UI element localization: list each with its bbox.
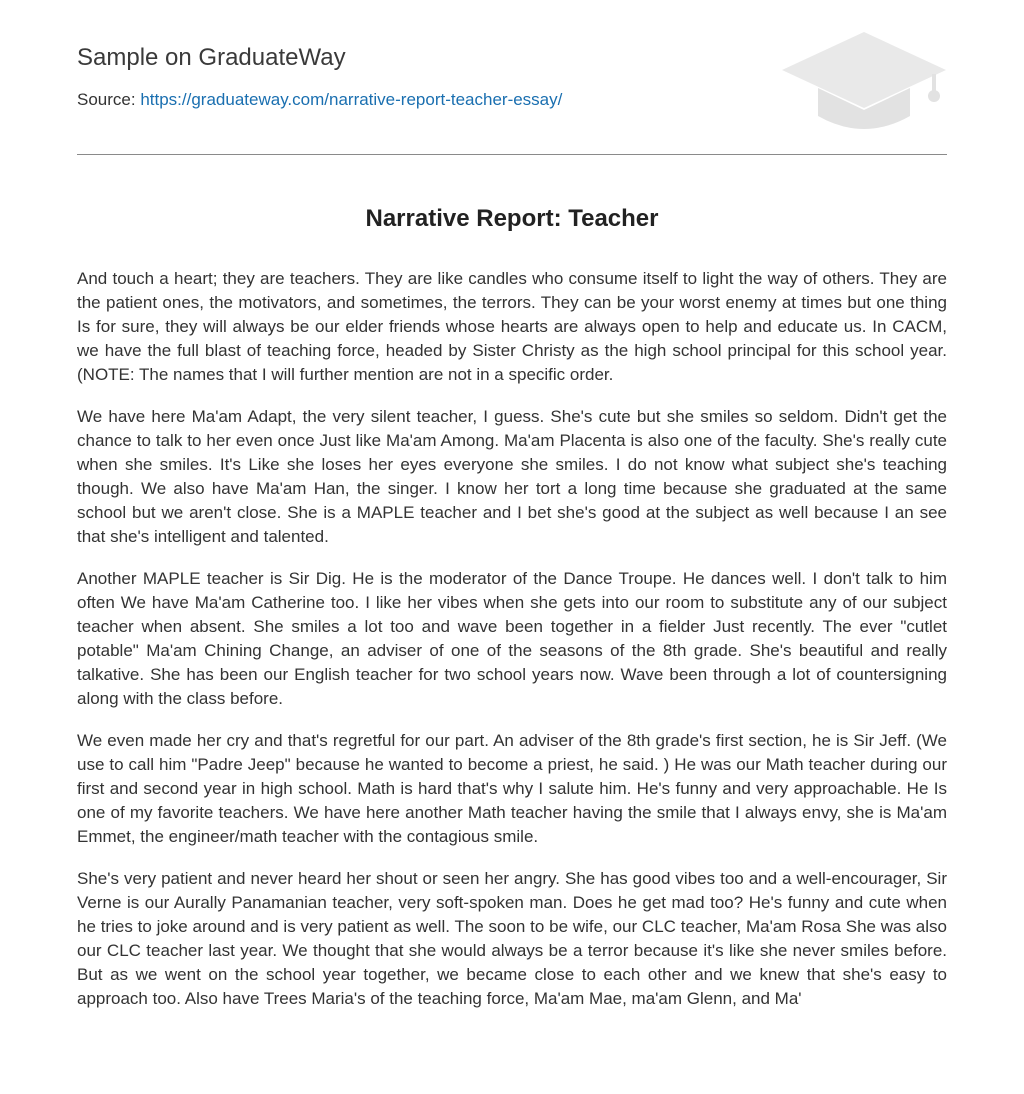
header-divider [77,154,947,155]
source-line [77,90,562,110]
site-title: Sample on GraduateWay [77,44,346,71]
document-body [77,267,947,1029]
source-link[interactable]: https://graduateway.com/narrative-report-teacher-essay/ [140,90,563,109]
document-title: Narrative Report: Teacher [365,205,659,232]
source-label: Source: [77,90,136,109]
paragraph: We have here Ma'am Adapt, the very silent teacher, I guess. She's cute but she smiles so seldom. Didn't get the chance to talk to her even once Just like Ma'am Among. Ma'am Placenta is also one of the faculty. She's really cute when she smiles. It's Like she loses her eyes everyone she smiles. I do not know what subject she's teaching though. We also have Ma'am Han, the singer. I know her tort a long time because she graduated at the same school but we aren't close. She is a MAPLE teacher and I bet she's good at the subject as well because I an see that she's intelligent and talented. [77,407,947,546]
paragraph: She's very patient and never heard her shout or seen her angry. She has good vibes too and a well-encourager, Sir Verne is our Aurally Panamanian teacher, very soft-spoken man. Does he get mad too? He's funny and cute when he tries to joke around and is very patient as well. The soon to be wife, our CLC teacher, Ma'am Rosa She was also our CLC teacher last year. We thought that she would always be a terror because it's like she never smiles before. But as we went on the school year together, we became close to each other and we knew that she's easy to approach too. Also have Trees Maria's of the teaching force, Ma'am Mae, ma'am Glenn, and Ma' [77,869,947,1008]
paragraph: We even made her cry and that's regretful for our part. An adviser of the 8th grade's first section, he is Sir Jeff. (We use to call him "Padre Jeep" because he wanted to become a priest, he said. ) He was our Math teacher during our first and second year in high school. Math is hard that's why I salute him. He's funny and very approachable. He Is one of my favorite teachers. We have here another Math teacher having the smile that I always envy, she is Ma'am Emmet, the engineer/math teacher with the contagious smile. [77,731,947,846]
paragraph: Another MAPLE teacher is Sir Dig. He is the moderator of the Dance Troupe. He dances well. I don't talk to him often We have Ma'am Catherine too. I like her vibes when she gets into our room to substitute any of our subject teacher when absent. She smiles a lot too and wave been together in a fielder Just recently. The ever "cutlet potable" Ma'am Chining Change, an adviser of one of the seasons of the 8th grade. She's beautiful and really talkative. She has been our English teacher for two school years now. Wave been through a lot of countersigning along with the class before. [77,569,947,708]
paragraph: And touch a heart; they are teachers. They are like candles who consume itself to light the way of others. They are the patient ones, the motivators, and sometimes, the terrors. They can be your worst enemy at times but one thing Is for sure, they will always be our elder friends whose hearts are always open to help and educate us. In CACM, we have the full blast of teaching force, headed by Sister Christy as the high school principal for this school year. (NOTE: The names that I will further mention are not in a specific order. [77,269,947,384]
graduation-cap-icon [780,30,948,134]
